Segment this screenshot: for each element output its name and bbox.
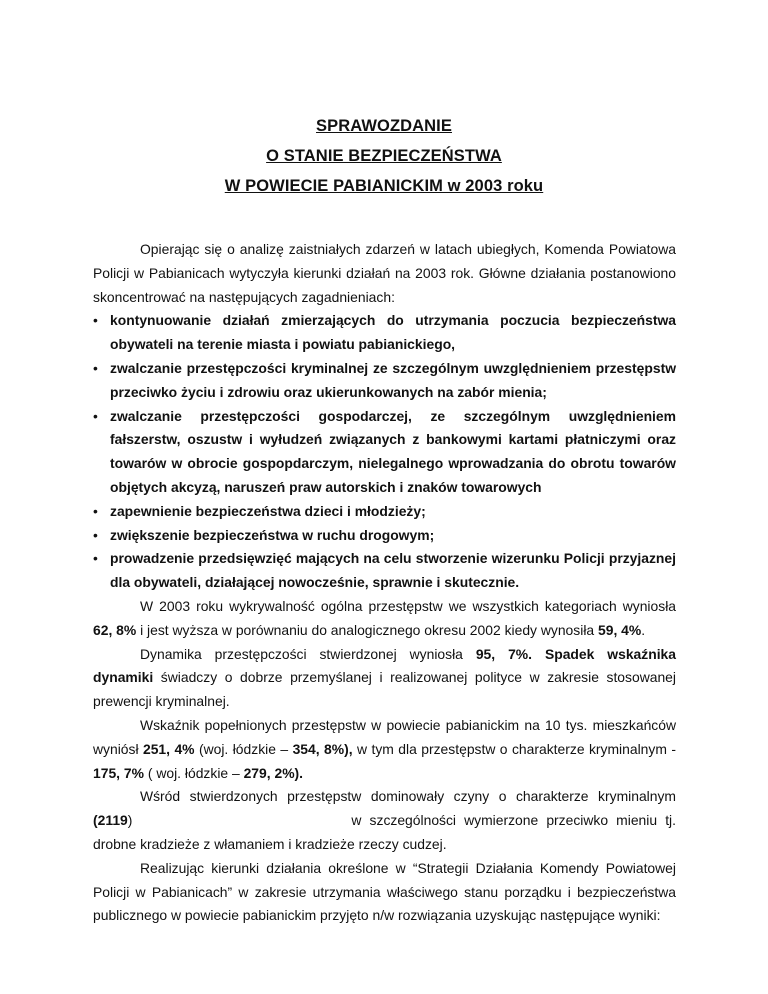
list-item: • prowadzenie przedsięwzięć mających na celu stworzenie wizerunku Policji przyjaznej dla obywateli, działającej nowocześnie, sprawnie i skutecznie. — [93, 547, 676, 595]
index-voivodeship-value: 354, 8%), — [292, 740, 353, 757]
detection-paragraph: W 2003 roku wykrywalność ogólna przestępstw we wszystkich kategoriach wyniosła 62, 8% i jest wyższa w porównaniu do analogicznego okresu 2002 kiedy wynosiła 59, 4%. — [93, 597, 676, 638]
list-item: • kontynuowanie działań zmierzających do utrzymania poczucia bezpieczeństwa obywateli na terenie miasta i powiatu pabianickiego, — [93, 309, 676, 357]
crimes-paragraph: Wśród stwierdzonych przestępstw dominowały czyny o charakterze kryminalnym (2119) w szczególności wymierzone przeciwko mieniu tj. drobne kradzieże z włamaniem i kradzieże rzeczy cudzej. — [93, 788, 676, 852]
detection-rate-2003: 62, 8% — [93, 621, 137, 638]
bullet-icon: • — [93, 526, 98, 543]
criminal-acts-count: 2119 — [97, 812, 128, 829]
report-title — [0, 111, 768, 201]
index-value: 251, 4% — [142, 740, 195, 757]
list-item: • zapewnienie bezpieczeństwa dzieci i młodzieży; — [93, 500, 676, 524]
criminal-index-value: 175, 7% — [93, 764, 144, 781]
title-line-1: SPRAWOZDANIE — [316, 117, 452, 135]
list-item: • zwalczanie przestępczości gospodarczej, ze szczególnym uwzględnieniem fałszerstw, oszustw i wyłudzeń związanych z bankowymi kartami płatniczymi oraz towarów w obrocie gospopdarczym, nielegalnego wprowadzania do obrotu towarów objętych akcyzą, naruszeń praw autorskich i znaków towarowych — [93, 405, 676, 500]
bullet-icon: • — [93, 312, 98, 329]
title-line-3: W POWIECIE PABIANICKIM w 2003 roku — [224, 177, 544, 195]
index-paragraph: Wskaźnik popełnionych przestępstw w powiecie pabianickim na 10 tys. mieszkańców wyniósł 251, 4% (woj. łódzkie – 354, 8%), w tym dla przestępstw o charakterze kryminalnym - 175, 7% ( woj. łódzkie – 279, 2%). — [93, 716, 676, 781]
list-item: • zwiększenie bezpieczeństwa w ruchu drogowym; — [93, 524, 676, 548]
bullet-icon: • — [93, 359, 98, 376]
report-body — [93, 238, 676, 928]
title-line-2: O STANIE BEZPIECZEŃSTWA — [266, 147, 502, 165]
bullet-icon: • — [93, 407, 98, 424]
dynamics-paragraph: Dynamika przestępczości stwierdzonej wyniosła 95, 7%. Spadek wskaźnika dynamiki świadczy o dobrze przemyślanej i realizowanej polityce w zakresie stosowanej prewencji kryminalnej. — [93, 645, 677, 710]
bullet-icon: • — [93, 550, 98, 567]
detection-rate-2002: 59, 4% — [598, 621, 642, 638]
intro-paragraph: Opierając się o analizę zaistniałych zdarzeń w latach ubiegłych, Komenda Powiatowa Policji w Pabianicach wytyczyła kierunki działań na 2003 rok. Główne działania postanowiono skoncentrować na następujących zagadnieniach: — [93, 241, 676, 305]
priority-list — [93, 309, 676, 595]
dynamics-value: 95, 7%. — [475, 645, 533, 662]
criminal-index-voivodeship-value: 279, 2%). — [243, 764, 304, 781]
list-item: • zwalczanie przestępczości kryminalnej ze szczególnym uwzględnieniem przestępstw przeciwko życiu i zdrowiu oraz ukierunkowanych na zabór mienia; — [93, 357, 676, 405]
strategy-paragraph: Realizując kierunki działania określone w “Strategii Działania Komendy Powiatowej Policji w Pabianicach” w zakresie utrzymania właściwego stanu porządku i bezpieczeństwa publicznego w powiecie pabianickim przyjęto n/w rozwiązania uzyskując następujące wyniki: — [93, 859, 676, 924]
bullet-icon: • — [93, 502, 98, 519]
